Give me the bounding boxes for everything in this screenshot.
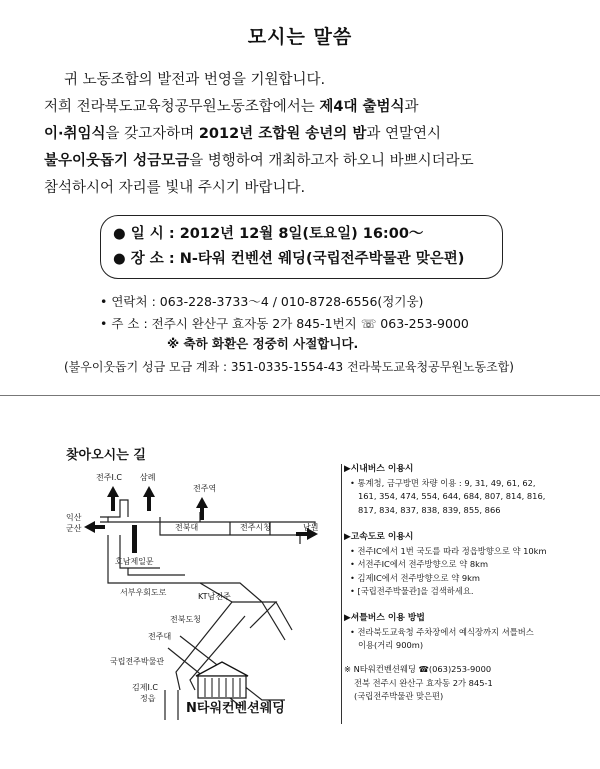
arrow-shaft — [147, 497, 151, 511]
arrow-shaft — [111, 497, 115, 511]
label-jeonbuk-provincial: 전북도청 — [170, 615, 201, 624]
label-seobu-road: 서부우회도로 — [120, 588, 167, 597]
label-gimje-ic: 김제I.C — [132, 683, 158, 692]
bus-directions: ▶시내버스 이용시 • 통계청, 금구방면 차량 이용 : 9, 31, 49, 61, 62, 161, 354, 474, 554, 644, 684, 807, 814, 816, 817, 834, 837, 838, 839, 855, 866 — [344, 464, 546, 515]
label-kt-nam-jeonju: KT남전주 — [198, 592, 231, 601]
arrow-shaft — [95, 525, 105, 529]
arrow-shaft — [296, 532, 307, 536]
road-left-stub — [100, 517, 108, 522]
label-jeonju-univ: 전주대 — [148, 632, 172, 641]
label-venue: N타워컨벤션웨딩 — [186, 701, 285, 716]
arrow-up-icon — [143, 486, 155, 497]
arrow-left-icon — [84, 521, 95, 533]
honam-gate-marker — [132, 525, 137, 553]
body-line-5: 참석하시어 자리를 빛내 주시기 바랍니다. — [44, 180, 306, 196]
label-gunsan: 군산 — [66, 524, 82, 533]
wreath-note: ※ 축하 화환은 정중히 사절합니다. — [167, 336, 359, 351]
shuttle-directions: ▶셔틀버스 이용 방법 • 전라북도교육청 주차장에서 예식장까지 셔틀버스 이용(거리 900m) — [344, 613, 534, 650]
label-city-hall: 전주시청 — [240, 523, 271, 532]
bullet-icon: ● — [113, 226, 126, 242]
arrow-up-icon — [107, 486, 119, 497]
event-date-row: ● 일 시 : 2012년 12월 8일(토요일) 16:00～ — [113, 226, 424, 242]
highway-directions: ▶고속도로 이용시 • 전주IC에서 1번 국도를 따라 정읍방향으로 약 10km • 서전주IC에서 전주방향으로 약 8km • 김제IC에서 전주방향으로 약 9km • [국립전주박물관]을 검색하세요. — [344, 532, 547, 596]
label-jeonbuk-univ: 전북대 — [175, 523, 199, 532]
contact-address: • 주 소 : 전주시 완산구 효자동 2가 845-1번지 ☏ 063-253-9000 — [100, 316, 469, 331]
label-namwon: 남원 — [303, 523, 319, 532]
donation-account: (불우이웃돕기 성금 모금 계좌 : 351-0335-1554-43 전라북도교육청공무원노동조합) — [64, 360, 514, 374]
road-main-top — [108, 522, 315, 526]
bullet-icon: ● — [113, 251, 126, 267]
road-kt-east2 — [276, 602, 292, 630]
label-samrye: 삼례 — [140, 473, 156, 482]
body-line-4: 불우이웃돕기 성금모금을 병행하여 개최하고자 하오니 바쁘시더라도 — [44, 153, 474, 169]
label-jeonju-station: 전주역 — [193, 484, 217, 493]
label-iksan: 익산 — [66, 513, 82, 522]
map-title: 찾아오시는 길 — [66, 448, 146, 463]
arrow-up-icon — [196, 497, 208, 508]
arrow-shaft — [200, 508, 204, 520]
body-line-1: 귀 노동조합의 발전과 번영을 기원합니다. — [64, 72, 326, 88]
venue-info: ※ N타워컨벤션웨딩 ☎(063)253-9000 전북 전주시 완산구 효자동 2가 845-1 (국립전주박물관 맞은편) — [344, 664, 493, 701]
body-line-2: 저희 전라북도교육청공무원노동조합에서는 제4대 출범식과 — [44, 99, 419, 115]
label-museum: 국립전주박물관 — [110, 657, 165, 666]
label-honam-gate: 호남제일문 — [115, 557, 154, 566]
invitation-title: 모시는 말씀 — [247, 26, 353, 48]
event-place-row: ● 장 소 : N-타워 컨벤션 웨딩(국립전주박물관 맞은편) — [113, 251, 465, 267]
road-kt-east — [262, 602, 285, 640]
venue-building-icon — [196, 662, 248, 698]
contact-phone: • 연락처 : 063-228-3733～4 / 010-8728-6556(정기웅) — [100, 294, 424, 309]
map-arrows — [84, 486, 318, 553]
road-seobu — [128, 568, 185, 575]
body-line-3: 이·취임식을 갖고자하며 2012년 조합원 송년의 밤과 연말연시 — [44, 126, 442, 142]
label-jeonju-ic: 전주I.C — [96, 473, 122, 482]
label-jeongeup: 정읍 — [140, 694, 156, 703]
map-labels — [66, 472, 318, 716]
